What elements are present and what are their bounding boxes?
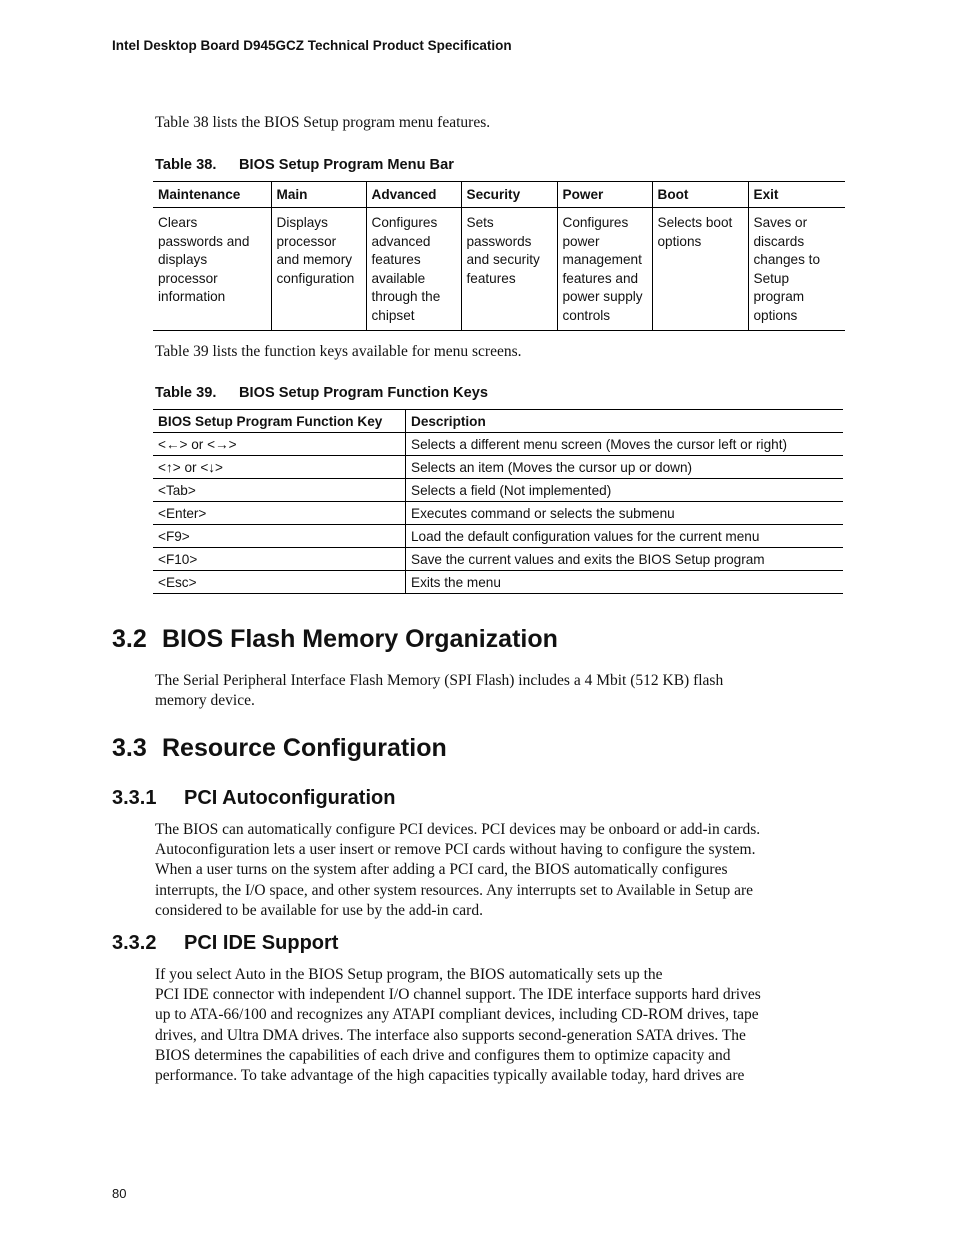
description-cell: Selects a field (Not implemented) [406, 479, 844, 502]
description-cell: Exits the menu [411, 574, 501, 590]
boot-cell [652, 208, 748, 331]
cell-line: chipset [371, 307, 415, 323]
section-number: 3.3.2 [112, 932, 157, 954]
cell-line: power [562, 233, 600, 249]
section-3-3-heading [112, 734, 447, 763]
text-line: Autoconfiguration lets a user insert or remove PCI cards without having to configure the system. [155, 841, 756, 859]
text-line: performance. To take advantage of the high capacities typically available today, hard drives are [155, 1067, 745, 1085]
text-line: memory device. [155, 692, 255, 710]
table-row [153, 548, 843, 571]
cell-line: Configures [562, 215, 629, 230]
table39-caption [155, 385, 488, 401]
cell-line: discards [753, 233, 805, 249]
table-row [153, 433, 843, 456]
cell-line: displays [158, 252, 208, 268]
column-header: Power [557, 182, 652, 208]
text-line: When a user turns on the system after adding a PCI card, the BIOS automatically configures [155, 861, 728, 879]
page-number: 80 [112, 1186, 127, 1201]
section-3-3-2-heading [112, 932, 338, 955]
cell-line: processor [158, 270, 218, 286]
text-line: BIOS determines the capabilities of each drive and configures them to optimize capacity and [155, 1046, 731, 1064]
key-cell: <←> or <→> [153, 433, 406, 456]
cell-line: passwords and [158, 233, 250, 249]
main-cell [271, 208, 366, 331]
cell-line: controls [562, 307, 611, 323]
cell-line: processor [276, 233, 337, 249]
cell-line: Configures [371, 215, 438, 230]
table39-number: Table 39. [155, 385, 217, 401]
table39-title: BIOS Setup Program Function Keys [239, 385, 488, 401]
table39-function-keys [153, 409, 843, 594]
description-cell: Load the default configuration values for the current menu [406, 525, 844, 548]
cell-line: features and [562, 270, 639, 286]
table38-intro: Table 38 lists the BIOS Setup program menu features. [155, 114, 491, 131]
table38-number: Table 38. [155, 157, 217, 173]
cell-line: Clears [158, 215, 198, 230]
text-line: PCI IDE connector with independent I/O channel support. The IDE interface supports hard drives [155, 986, 761, 1004]
description-cell: Selects an item (Moves the cursor up or down) [406, 456, 844, 479]
cell-line: Displays [276, 215, 328, 230]
key-cell: <F9> [153, 525, 406, 548]
cell-line: available [371, 270, 426, 286]
cell-line: power supply [562, 289, 643, 305]
power-cell [557, 208, 652, 331]
key-cell: <Esc> [153, 571, 406, 594]
section-title: Resource Configuration [162, 734, 447, 762]
cell-line: options [657, 233, 702, 249]
cell-line: and memory [276, 252, 353, 268]
description-cell: Selects a different menu screen (Moves the cursor left or right) [406, 433, 844, 456]
description-cell: Save the current values and exits the BIOS Setup program [406, 548, 844, 571]
cell-line: changes to [753, 252, 821, 268]
text-line: considered to be available for use by the add-in card. [155, 901, 483, 919]
section-title: PCI Autoconfiguration [184, 787, 396, 809]
section-3-3-1-heading [112, 787, 395, 810]
cell-line: features [466, 270, 516, 286]
table-row [153, 456, 843, 479]
column-header: Boot [652, 182, 748, 208]
table38-body-row [153, 208, 845, 331]
column-header: Maintenance [153, 182, 271, 208]
advanced-cell [366, 208, 461, 331]
description-cell: Executes command or selects the submenu [406, 502, 844, 525]
table38-menu-bar [153, 181, 845, 331]
section-3-2-heading [112, 625, 558, 654]
section-title: PCI IDE Support [184, 932, 339, 954]
text-line: interrupts, the I/O space, and other system resources. Any interrupts set to Available in Setup are [155, 881, 754, 899]
table39-header-row [153, 410, 843, 433]
section-3-2-body [155, 671, 845, 711]
page-header: Intel Desktop Board D945GCZ Technical Product Specification [112, 38, 512, 53]
table38-header-row [153, 182, 845, 208]
cell-line: options [753, 307, 798, 323]
column-header: BIOS Setup Program Function Key [153, 410, 406, 433]
cell-line: through the [371, 289, 441, 305]
cell-line: Selects boot [657, 215, 733, 230]
section-number: 3.3.1 [112, 787, 157, 809]
cell-line: configuration [276, 270, 355, 286]
table-row [153, 571, 843, 594]
cell-line: information [158, 289, 226, 305]
cell-line: advanced [371, 233, 431, 249]
column-header: Advanced [366, 182, 461, 208]
table38-title: BIOS Setup Program Menu Bar [239, 157, 454, 173]
section-title: BIOS Flash Memory Organization [162, 625, 558, 653]
section-3-3-1-body [155, 820, 845, 921]
security-cell [461, 208, 557, 331]
table-row [153, 502, 843, 525]
column-header: Exit [748, 182, 845, 208]
column-header: Description [406, 410, 844, 433]
cell-line: and security [466, 252, 540, 268]
text-line: The BIOS can automatically configure PCI devices. PCI devices may be onboard or add-in cards. [155, 821, 761, 838]
key-cell: <Enter> [153, 502, 406, 525]
key-cell: <↑> or <↓> [153, 456, 406, 479]
section-number: 3.2 [112, 625, 147, 653]
table-row [153, 525, 843, 548]
text-line: The Serial Peripheral Interface Flash Memory (SPI Flash) includes a 4 Mbit (512 KB) flash [155, 672, 724, 689]
cell-line: features [371, 252, 421, 268]
key-cell: <Tab> [153, 479, 406, 502]
exit-cell [748, 208, 845, 331]
table38-caption [155, 157, 454, 173]
cell-line: Sets [466, 215, 494, 230]
cell-line: passwords [466, 233, 532, 249]
section-number: 3.3 [112, 734, 147, 762]
maintenance-cell [153, 208, 271, 331]
table-row [153, 479, 843, 502]
cell-line: management [562, 252, 642, 268]
text-line: drives, and Ultra DMA drives. The interface also supports second-generation SATA drives. The [155, 1026, 746, 1044]
cell-line: Setup [753, 270, 790, 286]
key-cell: <F10> [153, 548, 406, 571]
text-line: If you select Auto in the BIOS Setup program, the BIOS automatically sets up the [155, 966, 663, 983]
column-header: Main [271, 182, 366, 208]
cell-line: Saves or [753, 215, 808, 230]
column-header: Security [461, 182, 557, 208]
cell-line: program [753, 289, 805, 305]
section-3-3-2-body [155, 965, 845, 1086]
text-line: up to ATA-66/100 and recognizes any ATAPI compliant devices, including CD-ROM drives, tape [155, 1006, 759, 1024]
table39-intro: Table 39 lists the function keys available for menu screens. [155, 343, 522, 360]
